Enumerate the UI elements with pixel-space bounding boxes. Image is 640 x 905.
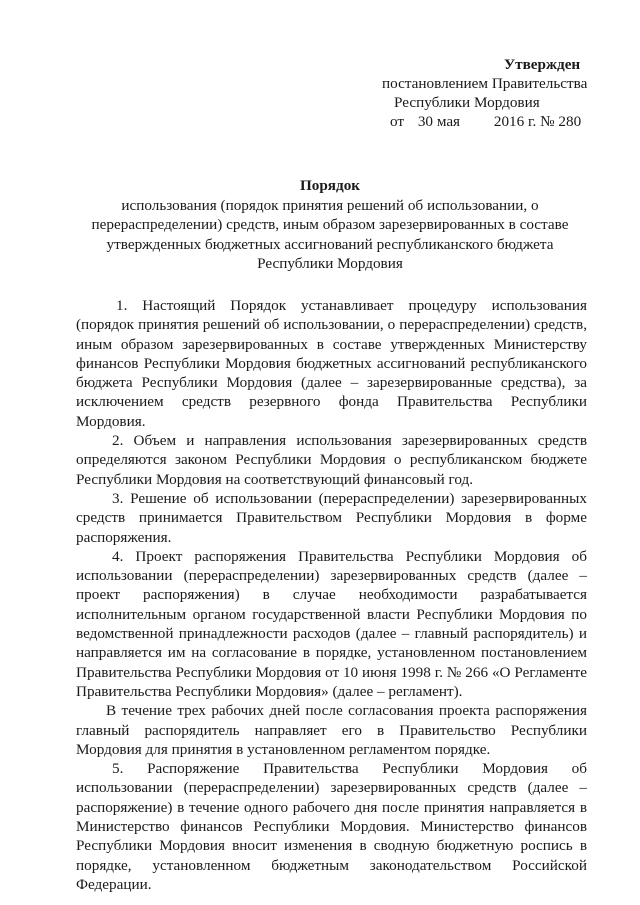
paragraph-2: 2. Объем и направления использования зарезервированных средств определяются законом Республики Мордовия о республиканском бюджете Республики Мордовия на соответствующий финансовый год.: [76, 432, 587, 488]
approval-number: 280: [558, 113, 582, 130]
paragraph-4: 4. Проект распоряжения Правительства Республики Мордовия об использовании (перераспределении) зарезервированных средств (далее – проект распоряжения) в случае необходимости разрабатывается исполнительным органом государственной власти Республики Мордовия по ведомственной принадлежности расходов (далее – главный распорядитель) и направляется им на согласование в порядке, установленном постановлением Правительства Республики Мордовия от 10 июня 1998 г. № 266 «О Регламенте Правительства Республики Мордовия» (далее – регламент).: [76, 547, 587, 700]
document-subtitle: использования (порядок принятия решений об использовании, о перераспределении) средств, иным образом зарезервированных в составе утвержденных бюджетных ассигнований республиканского бюджета Республики Мордовия: [91, 196, 569, 273]
paragraph-5: 5. Распоряжение Правительства Республики Мордовия об использовании (перераспределении) зарезервированных средств (далее – распоряжение) в течение одного рабочего дня после принятия направляется в Министерство финансов Республики Мордовия. Министерство финансов Республики Мордовия вносит изменения в сводную бюджетную роспись в порядке, установленном бюджетным законодательством Российской Федерации.: [76, 760, 587, 893]
approval-month: мая: [436, 113, 461, 130]
document-title: Порядок: [299, 177, 361, 194]
document-heading: [80, 176, 580, 274]
approval-title: Утвержден: [504, 56, 581, 73]
paragraph-4-continued: В течение трех рабочих дней после согласования проекта распоряжения главный распорядитель направляет его в Правительство Республики Мордовия для принятия в установленном регламентом порядке.: [76, 702, 587, 758]
approval-line-1: постановлением Правительства: [382, 75, 588, 92]
approval-from-label: от: [390, 113, 405, 130]
approval-day: 30: [417, 113, 434, 130]
paragraph-3: 3. Решение об использовании (перераспределении) зарезервированных средств принимается Правительством Республики Мордовия в форме распоряжения.: [76, 489, 587, 546]
paragraph-1: 1. Настоящий Порядок устанавливает процедуру использования (порядок принятия решений об использовании, о перераспределении) средств, иным образом зарезервированных в составе утвержденных Министерству финансов Республики Мордовия бюджетных ассигнований республиканского бюджета Республики Мордовия (далее – зарезервированные средства), за исключением средств резервного фонда Правительства Республики Мордовия.: [76, 297, 587, 430]
approval-stamp: [382, 55, 632, 131]
approval-date-line: [382, 112, 632, 131]
approval-year: 2016 г. №: [493, 113, 555, 130]
approval-line-2: Республики Мордовия: [394, 94, 540, 111]
document-body: [76, 296, 587, 894]
